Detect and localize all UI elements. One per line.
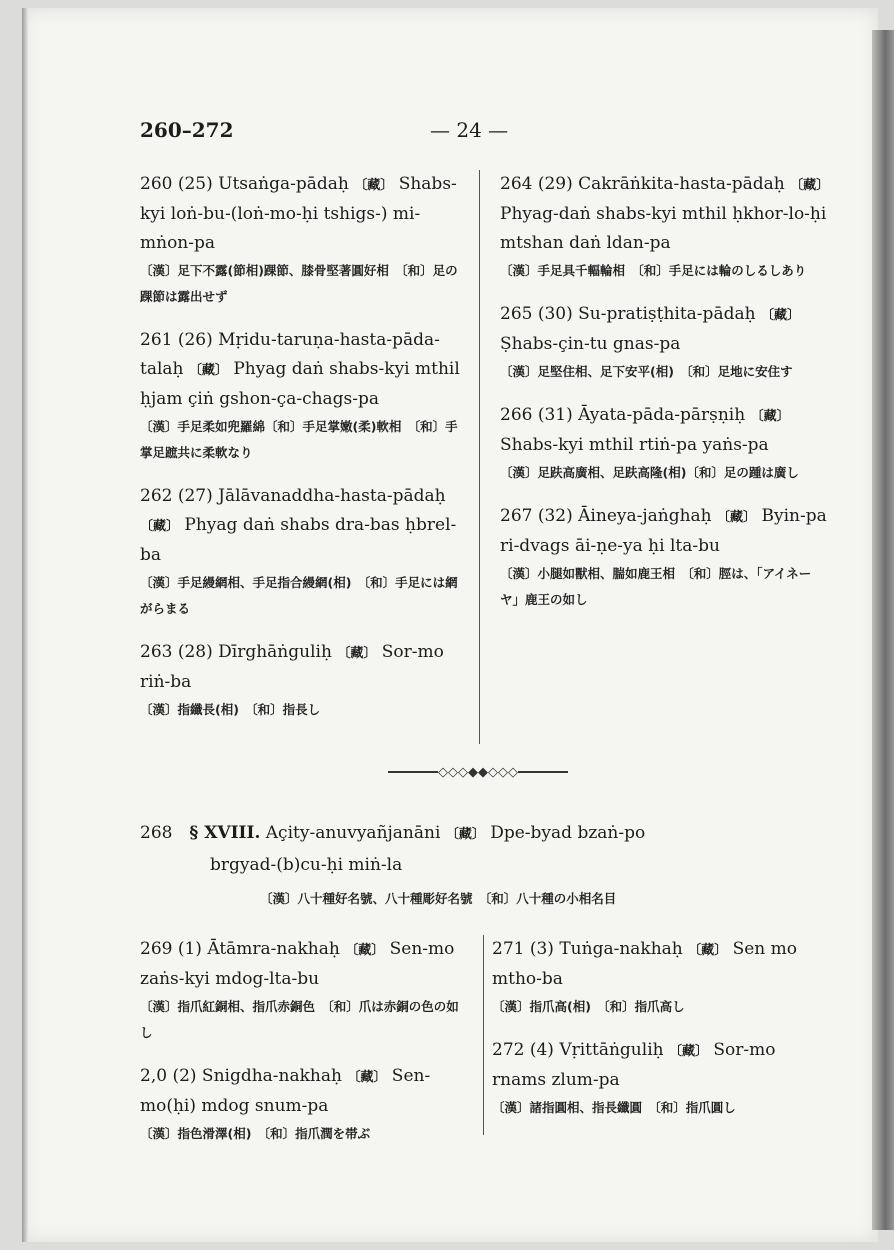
page-right-edge xyxy=(872,30,894,1230)
tibetan-tag: 〔藏〕 xyxy=(354,178,394,193)
tibetan-text: Sen-mo(ḥi) mdog snum-pa xyxy=(140,1066,431,1116)
japanese-gloss: 〔漢〕諸指圓相、指長纖圓 〔和〕指爪圓し xyxy=(492,1100,736,1115)
entry-272 xyxy=(492,1036,832,1121)
page-left-shadow xyxy=(22,8,28,1242)
tibetan-tag: 〔藏〕 xyxy=(345,943,385,958)
tibetan-text: Sor-mo rnams zlum-pa xyxy=(492,1040,776,1090)
tibetan-text: Sen mo mtho-ba xyxy=(492,939,798,989)
entry-261 xyxy=(140,326,470,466)
page-number: — 24 — xyxy=(430,118,509,142)
entry-head: 2,0 (2) Snigdha-nakhaḥ xyxy=(140,1066,342,1086)
column-divider xyxy=(479,170,480,744)
ornament-glyphs: ◇◇◇◆◆◇◇◇ xyxy=(438,764,518,780)
japanese-gloss: 〔漢〕指色滑澤(相) 〔和〕指爪潤を帯ぶ xyxy=(140,1126,371,1141)
section-ornament xyxy=(388,762,568,782)
column-divider-2 xyxy=(483,935,484,1135)
tibetan-tag: 〔藏〕 xyxy=(760,308,800,323)
japanese-gloss: 〔漢〕足下不露(節相)踝節、膝骨堅著圓好相 〔和〕足の踝節は露出せず xyxy=(140,263,458,304)
japanese-gloss: 〔漢〕足堅住相、足下安平(相) 〔和〕足地に安住す xyxy=(500,364,793,379)
entry-head: 260 (25) Utsaṅga-pādaḥ xyxy=(140,174,349,194)
tibetan-text: Sor-mo riṅ-ba xyxy=(140,642,444,692)
tibetan-tag: 〔藏〕 xyxy=(188,363,228,378)
tibetan-tag: 〔藏〕 xyxy=(668,1044,708,1059)
entry-265 xyxy=(500,300,830,385)
japanese-gloss: 〔漢〕指爪高(相) 〔和〕指爪高し xyxy=(492,999,685,1014)
section-268 xyxy=(140,818,840,912)
entry-head: 264 (29) Cakrāṅkita-hasta-pādaḥ xyxy=(500,174,785,194)
entry-260 xyxy=(140,170,470,310)
entry-head: 272 (4) Vṛittāṅguliḥ xyxy=(492,1040,664,1060)
entry-head: 263 (28) Dīrghāṅguliḥ xyxy=(140,642,332,662)
tibetan-tag: 〔藏〕 xyxy=(140,519,180,534)
entry-271 xyxy=(492,935,832,1020)
entry-head: 271 (3) Tuṅga-nakhaḥ xyxy=(492,939,683,959)
tibetan-text: Phyag-daṅ shabs-kyi mthil ḥkhor-lo-ḥi mtshan daṅ ldan-pa xyxy=(500,204,827,253)
left-column-2 xyxy=(140,935,470,1163)
entry-head: 266 (31) Āyata-pāda-pārṣṇiḥ xyxy=(500,405,746,425)
japanese-gloss: 〔漢〕指纖長(相) 〔和〕指長し xyxy=(140,702,321,717)
entry-263 xyxy=(140,638,470,723)
tibetan-text: Sen-mo zaṅs-kyi mdog-lta-bu xyxy=(140,939,455,989)
tibetan-tag: 〔藏〕 xyxy=(445,827,485,842)
page-range: 260–272 xyxy=(140,118,234,142)
japanese-gloss: 〔漢〕手足具千輻輪相 〔和〕手足には輪のしるしあり xyxy=(500,263,807,278)
entry-head: 262 (27) Jālāvanaddha-hasta-pādaḥ xyxy=(140,486,446,506)
entry-267 xyxy=(500,502,830,613)
entry-head: 269 (1) Ātāmra-nakhaḥ xyxy=(140,939,340,959)
tibetan-text: Phyag daṅ shabs dra-bas ḥbrel-ba xyxy=(140,515,457,565)
tibetan-text: Shabs-kyi mthil rtiṅ-pa yaṅs-pa xyxy=(500,435,769,455)
tibetan-tag: 〔藏〕 xyxy=(337,646,377,661)
tibetan-tag: 〔藏〕 xyxy=(790,178,830,193)
section-tibetan-cont: brgyad-(b)cu-ḥi miṅ-la xyxy=(210,855,403,875)
entry-head: 267 (32) Āineya-jaṅghaḥ xyxy=(500,506,712,526)
tibetan-text: Phyag daṅ shabs-kyi mthil ḥjam çiṅ gshon-ça-chags-pa xyxy=(140,359,460,409)
tibetan-tag: 〔藏〕 xyxy=(347,1070,387,1085)
left-column xyxy=(140,170,470,739)
japanese-gloss: 〔漢〕手足縵網相、手足指合縵網(相) 〔和〕手足には網がらまる xyxy=(140,575,458,616)
tibetan-text: Shabs-kyi loṅ-bu-(loṅ-mo-ḥi tshigs-) mi-mṅon-pa xyxy=(140,174,457,253)
entry-head: 261 (26) Mṛidu-taruṇa-hasta-pāda-talaḥ xyxy=(140,330,440,379)
japanese-gloss: 〔漢〕手足柔如兜羅綿〔和〕手足掌嫩(柔)軟相 〔和〕手掌足蹠共に柔軟なり xyxy=(140,419,458,460)
entry-head: 265 (30) Su-pratiṣṭhita-pādaḥ xyxy=(500,304,756,324)
tibetan-text: Ṣhabs-çin-tu gnas-pa xyxy=(500,334,681,354)
japanese-gloss: 〔漢〕足趺高廣相、足趺高隆(相)〔和〕足の踵は廣し xyxy=(500,465,799,480)
section-sanskrit: Açity-anuvyañjanāni xyxy=(265,823,441,843)
tibetan-tag: 〔藏〕 xyxy=(750,409,790,424)
tibetan-tag: 〔藏〕 xyxy=(717,510,757,525)
entry-266 xyxy=(500,401,830,486)
tibetan-text: Byin-pa ri-dvags āi-ṇe-ya ḥi lta-bu xyxy=(500,506,827,556)
section-japanese: 〔漢〕八十種好名號、八十種彫好名號 〔和〕八十種の小相名目 xyxy=(260,891,617,906)
right-column-2 xyxy=(492,935,832,1137)
japanese-gloss: 〔漢〕指爪紅銅相、指爪赤銅色 〔和〕爪は赤銅の色の如し xyxy=(140,999,459,1040)
section-tibetan: Dpe-byad bzaṅ-po xyxy=(490,823,646,843)
section-number: 268 xyxy=(140,823,173,843)
japanese-gloss: 〔漢〕小腿如獸相、腨如鹿王相 〔和〕脛は、「アイネーヤ」鹿王の如し xyxy=(500,566,812,607)
entry-262 xyxy=(140,482,470,622)
section-title: § XVIII. xyxy=(189,823,261,843)
right-column xyxy=(500,170,830,629)
tibetan-tag: 〔藏〕 xyxy=(688,943,728,958)
entry-269 xyxy=(140,935,470,1046)
entry-264 xyxy=(500,170,830,284)
entry-270 xyxy=(140,1062,470,1147)
